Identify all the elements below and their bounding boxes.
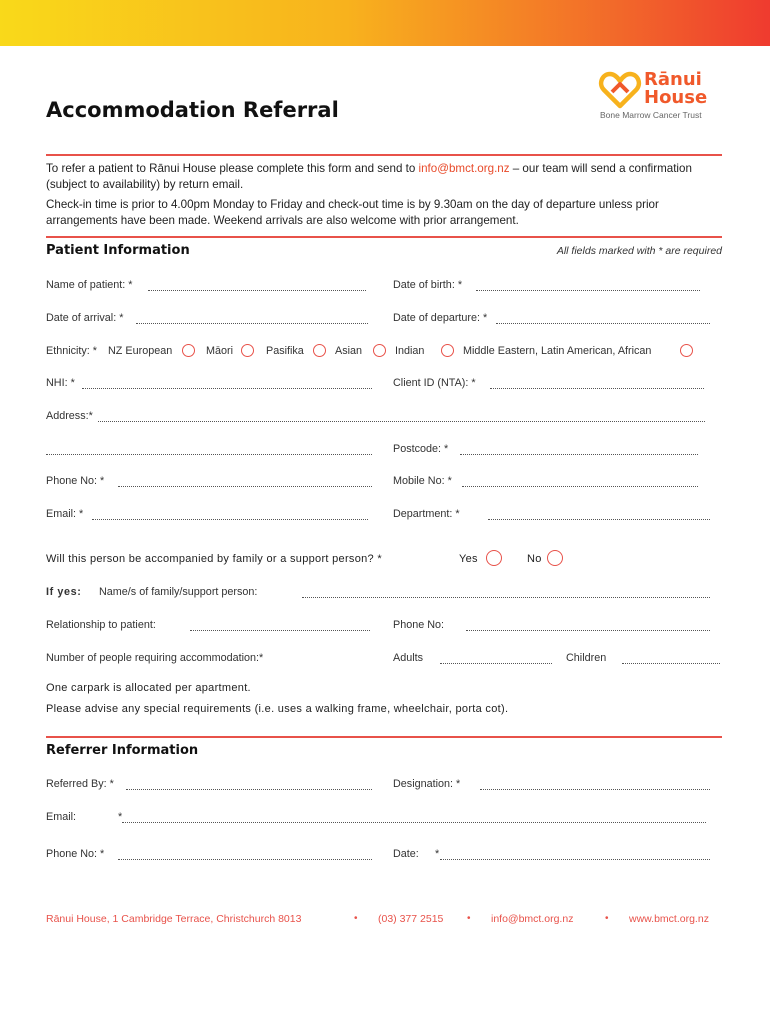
intro-text-after: – our team will send a confirmation (subject to availability) by return email. [46, 162, 692, 191]
address-label: Address:* [46, 410, 93, 422]
departure-field[interactable] [496, 322, 710, 324]
dob-field[interactable] [476, 289, 700, 291]
if-yes-label: If yes: [46, 586, 82, 598]
arrival-label: Date of arrival: * [46, 312, 124, 324]
nhi-label: NHI: * [46, 377, 75, 389]
ethnicity-pasifika-label: Pasifika [266, 345, 304, 357]
ethnicity-indian-label: Indian [395, 345, 425, 357]
intro-paragraph-2: Check-in time is prior to 4.00pm Monday to Friday and check-out time is by 9.30am on the day of departure unless prior arrangements have been made. Weekend arrivals are also welcome with prior arrangement. [46, 198, 659, 227]
referrer-email-required: * [118, 811, 123, 823]
ethnicity-maori-label: Māori [206, 345, 233, 357]
children-label: Children [566, 652, 607, 664]
referrer-section-title: Referrer Information [46, 743, 199, 758]
arrival-field[interactable] [136, 322, 368, 324]
title-divider [46, 154, 722, 156]
patient-section-divider [46, 236, 722, 238]
client-id-label: Client ID (NTA): * [393, 377, 476, 389]
department-field[interactable] [488, 518, 710, 520]
ethnicity-asian-label: Asian [335, 345, 363, 357]
footer-bullet-3: • [605, 913, 609, 924]
footer-address: Rānui House, 1 Cambridge Terrace, Christchurch 8013 [46, 913, 302, 925]
departure-label: Date of departure: * [393, 312, 488, 324]
postcode-label: Postcode: * [393, 443, 449, 455]
num-people-label: Number of people requiring accommodation:* [46, 652, 264, 664]
relationship-field[interactable] [190, 629, 370, 631]
accompanied-no-radio[interactable] [547, 550, 563, 566]
email-field[interactable] [92, 518, 368, 520]
adults-label: Adults [393, 652, 424, 664]
address-field-line2[interactable] [46, 453, 372, 455]
dob-label: Date of birth: * [393, 279, 463, 291]
required-fields-note: All fields marked with * are required [556, 245, 722, 257]
intro-email-link[interactable]: info@bmct.org.nz [418, 162, 510, 175]
referrer-email-field[interactable] [122, 821, 706, 823]
support-names-label: Name/s of family/support person: [99, 586, 258, 598]
patient-name-label: Name of patient: * [46, 279, 133, 291]
support-phone-field[interactable] [466, 629, 710, 631]
intro-text-before: To refer a patient to Rānui House please complete this form and send to [46, 162, 419, 175]
referrer-section-divider [46, 736, 722, 738]
carpark-note: One carpark is allocated per apartment. [46, 682, 251, 694]
footer-bullet-1: • [354, 913, 358, 924]
referrer-email-label: Email: [46, 811, 76, 823]
referred-by-field[interactable] [126, 788, 372, 790]
page-title: Accommodation Referral [46, 98, 339, 122]
ethnicity-nz-european-radio[interactable] [182, 344, 195, 357]
designation-label: Designation: * [393, 778, 461, 790]
accompanied-yes-radio[interactable] [486, 550, 502, 566]
referrer-date-field[interactable] [440, 858, 710, 860]
ethnicity-indian-radio[interactable] [441, 344, 454, 357]
referrer-date-label: Date: [393, 848, 419, 860]
postcode-field[interactable] [460, 453, 698, 455]
children-field[interactable] [622, 662, 720, 664]
footer-email-link[interactable]: info@bmct.org.nz [491, 913, 574, 925]
mobile-field[interactable] [462, 485, 698, 487]
nhi-field[interactable] [82, 387, 372, 389]
referrer-phone-field[interactable] [118, 858, 372, 860]
patient-section-title: Patient Information [46, 243, 190, 258]
patient-name-field[interactable] [148, 289, 366, 291]
support-names-field[interactable] [302, 596, 710, 598]
heart-logo-icon [598, 70, 642, 110]
footer-phone[interactable]: (03) 377 2515 [378, 913, 444, 925]
client-id-field[interactable] [490, 387, 704, 389]
logo-word-ranui: Rānui [644, 69, 702, 90]
footer-web-link[interactable]: www.bmct.org.nz [629, 913, 709, 925]
email-label: Email: * [46, 508, 84, 520]
ethnicity-mela-label: Middle Eastern, Latin American, African [463, 345, 652, 357]
ethnicity-mela-radio[interactable] [680, 344, 693, 357]
ethnicity-label: Ethnicity: * [46, 345, 98, 357]
designation-field[interactable] [480, 788, 710, 790]
referrer-date-required: * [435, 848, 440, 860]
special-requirements-note: Please advise any special requirements (i.e. uses a walking frame, wheelchair, porta cot). [46, 703, 509, 715]
referred-by-label: Referred By: * [46, 778, 114, 790]
address-field-line1[interactable] [98, 420, 705, 422]
adults-field[interactable] [440, 662, 552, 664]
top-gradient-bar [0, 0, 770, 46]
accompanied-yes-label: Yes [459, 553, 478, 565]
ranui-house-logo [598, 68, 728, 122]
ethnicity-pasifika-radio[interactable] [313, 344, 326, 357]
ethnicity-maori-radio[interactable] [241, 344, 254, 357]
phone-label: Phone No: * [46, 475, 105, 487]
footer-bullet-2: • [467, 913, 471, 924]
relationship-label: Relationship to patient: [46, 619, 156, 631]
referrer-phone-label: Phone No: * [46, 848, 105, 860]
department-label: Department: * [393, 508, 460, 520]
mobile-label: Mobile No: * [393, 475, 452, 487]
logo-subtitle: Bone Marrow Cancer Trust [600, 110, 702, 120]
accompanied-question: Will this person be accompanied by family or a support person? * [46, 553, 382, 565]
intro-paragraph-1 [46, 161, 726, 192]
phone-field[interactable] [118, 485, 372, 487]
support-phone-label: Phone No: [393, 619, 445, 631]
ethnicity-asian-radio[interactable] [373, 344, 386, 357]
accompanied-no-label: No [527, 553, 542, 565]
ethnicity-nz-european-label: NZ European [108, 345, 173, 357]
logo-word-house: House [644, 87, 708, 108]
